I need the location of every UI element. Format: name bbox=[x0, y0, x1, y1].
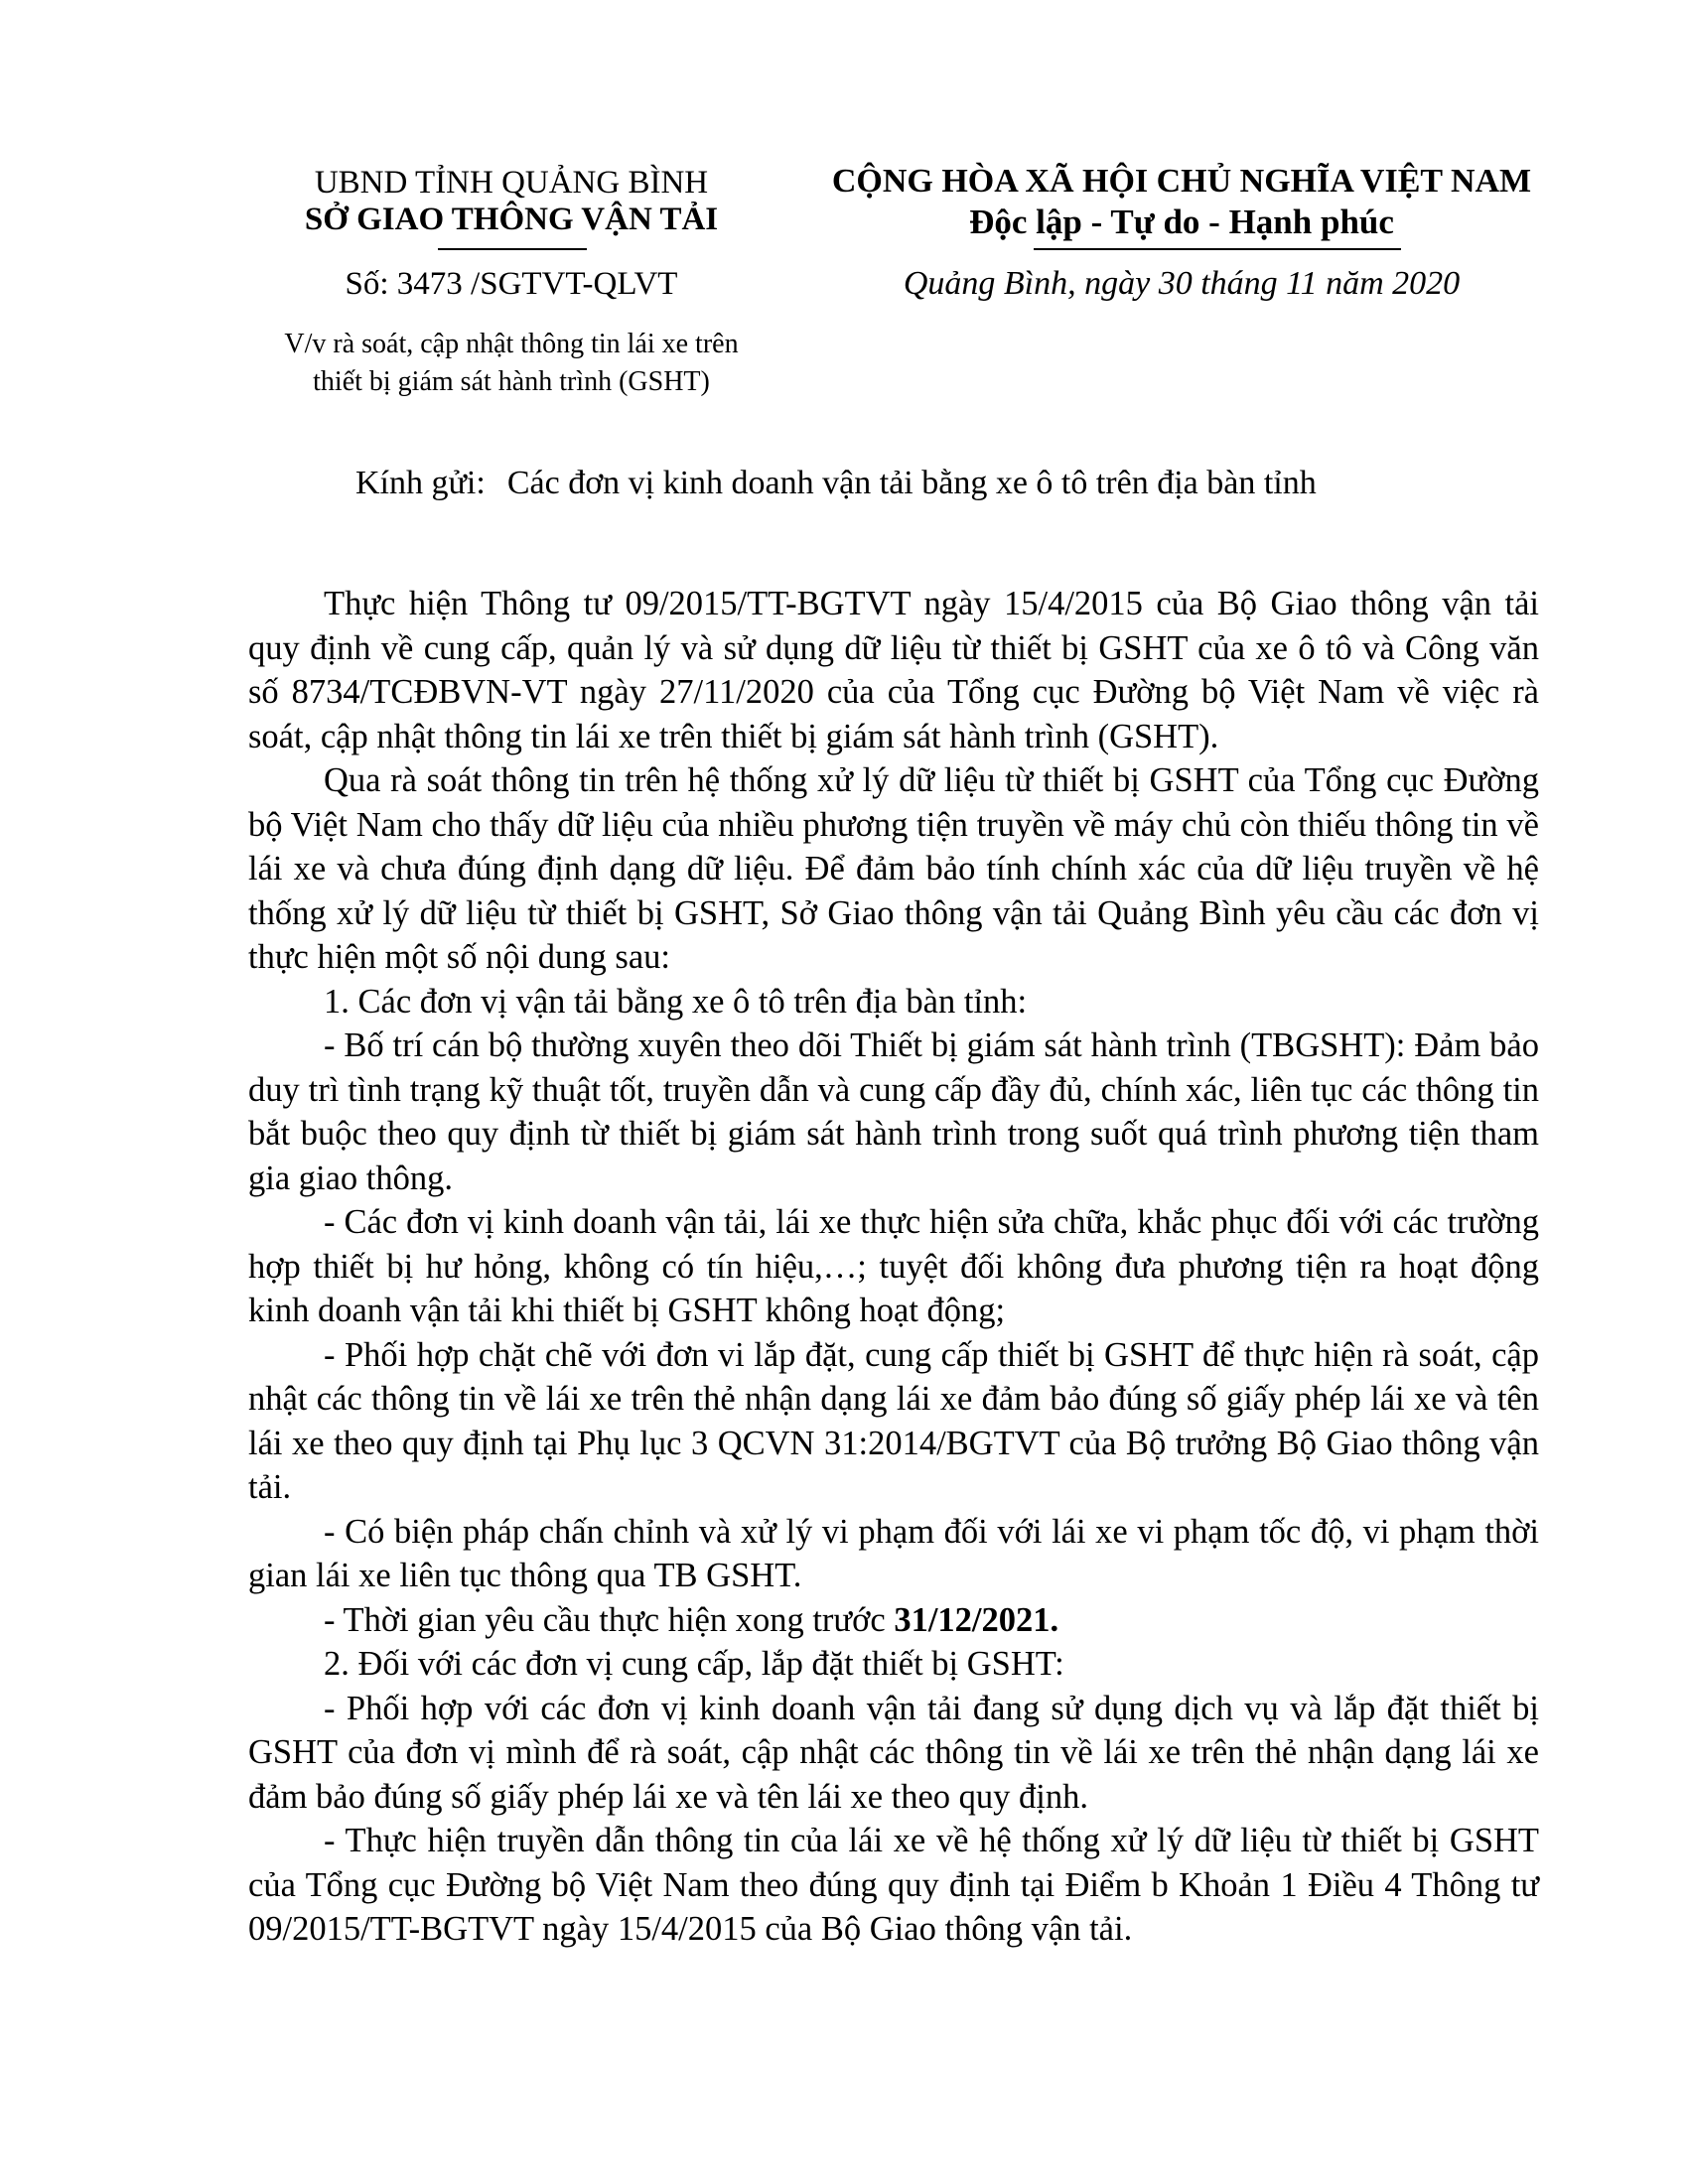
paragraph-findings: Qua rà soát thông tin trên hệ thống xử lý dữ liệu từ thiết bị GSHT của Tổng cục Đường bộ Việt Nam cho thấy dữ liệu của nhiều phương tiện truyền về máy chủ còn thiếu thông tin về lái xe và chưa đúng định dạng dữ liệu. Để đảm bảo tính chính xác của dữ liệu truyền về hệ thống xử lý dữ liệu từ thiết bị GSHT, Sở Giao thông vận tải Quảng Bình yêu cầu các đơn vị thực hiện một số nội dung sau: bbox=[248, 761, 1539, 976]
issuing-department: SỞ GIAO THÔNG VẬN TẢI bbox=[304, 202, 719, 237]
section-2-item-2: - Thực hiện truyền dẫn thông tin của lái xe về hệ thống xử lý dữ liệu từ thiết bị GSHT của Tổng cục Đường bộ Việt Nam theo đúng quy định tại Điểm b Khoản 1 Điều 4 Thông tư 09/2015/TT-BGTVT ngày 15/4/2015 của Bộ Giao thông vận tải. bbox=[248, 1822, 1539, 1948]
recipient-name: Các đơn vị kinh doanh vận tải bằng xe ô tô trên địa bàn tỉnh bbox=[506, 465, 1317, 501]
paragraph-reference: Thực hiện Thông tư 09/2015/TT-BGTVT ngày 15/4/2015 của Bộ Giao thông vận tải quy định về cung cấp, quản lý và sử dụng dữ liệu từ thiết bị GSHT của xe ô tô và Công văn số 8734/TCĐBVN-VT ngày 27/11/2020 của của Tổng cục Đường bộ Việt Nam về việc rà soát, cập nhật thông tin lái xe trên thiết bị giám sát hành trình (GSHT). bbox=[248, 585, 1539, 755]
subject-line-1: V/v rà soát, cập nhật thông tin lái xe trên bbox=[284, 329, 739, 359]
department-underline bbox=[438, 248, 587, 250]
section-1-item-3: - Phối hợp chặt chẽ với đơn vi lắp đặt, cung cấp thiết bị GSHT để thực hiện rà soát, cập nhật các thông tin về lái xe trên thẻ nhận dạng lái xe đảm bảo đúng số giấy phép lái xe và tên lái xe theo quy định tại Phụ lục 3 QCVN 31:2014/BGTVT của Bộ trưởng Bộ Giao thông vận tải. bbox=[248, 1335, 1539, 1506]
subject-line-2: thiết bị giám sát hành trình (GSHT) bbox=[313, 366, 710, 397]
section-2-item-1: - Phối hợp với các đơn vị kinh doanh vận tải đang sử dụng dịch vụ và lắp đặt thiết bị GSHT của đơn vị mình để rà soát, cập nhật các thông tin về lái xe trên thẻ nhận dạng lái xe đảm bảo đúng số giấy phép lái xe và tên lái xe theo quy định. bbox=[248, 1689, 1539, 1816]
recipient-line bbox=[355, 465, 1317, 502]
motto-underline bbox=[1034, 248, 1401, 250]
recipient-label: Kính gửi: bbox=[355, 465, 486, 501]
section-1-item-5 bbox=[248, 1598, 1539, 1643]
document-number: Số: 3473 /SGTVT-QLVT bbox=[345, 266, 678, 302]
section-1-item-1: - Bố trí cán bộ thường xuyên theo dõi Thiết bị giám sát hành trình (TBGSHT): Đảm bảo duy trì tình trạng kỹ thuật tốt, truyền dẫn và cung cấp đầy đủ, chính xác, liên tục các thông tin bắt buộc theo quy định từ thiết bị giám sát hành trình trong suốt quá trình phương tiện tham gia giao thông. bbox=[248, 1026, 1539, 1197]
deadline-text: - Thời gian yêu cầu thực hiện xong trước bbox=[324, 1600, 895, 1639]
national-motto: Độc lập - Tự do - Hạnh phúc bbox=[969, 203, 1394, 241]
section-1-item-2: - Các đơn vị kinh doanh vận tải, lái xe thực hiện sửa chữa, khắc phục đối với các trường hợp thiết bị hư hỏng, không có tín hiệu,…; tuyệt đối không đưa phương tiện ra hoạt động kinh doanh vận tải khi thiết bị GSHT không hoạt động; bbox=[248, 1203, 1539, 1329]
document-subject bbox=[248, 326, 774, 401]
section-1-item-4: - Có biện pháp chấn chỉnh và xử lý vi phạm đối với lái xe vi phạm tốc độ, vi phạm thời gian lái xe liên tục thông qua TB GSHT. bbox=[248, 1512, 1539, 1594]
section-2-title: 2. Đối với các đơn vị cung cấp, lắp đặt thiết bị GSHT: bbox=[324, 1645, 1064, 1683]
national-title: CỘNG HÒA XÃ HỘI CHỦ NGHĨA VIỆT NAM bbox=[831, 163, 1532, 200]
place-and-date: Quảng Bình, ngày 30 tháng 11 năm 2020 bbox=[903, 265, 1461, 302]
document-body bbox=[248, 582, 1539, 1952]
deadline-date: 31/12/2021. bbox=[894, 1600, 1059, 1639]
section-1-title: 1. Các đơn vị vận tải bằng xe ô tô trên địa bàn tỉnh: bbox=[324, 982, 1028, 1021]
issuing-agency: UBND TỈNH QUẢNG BÌNH bbox=[314, 165, 709, 201]
